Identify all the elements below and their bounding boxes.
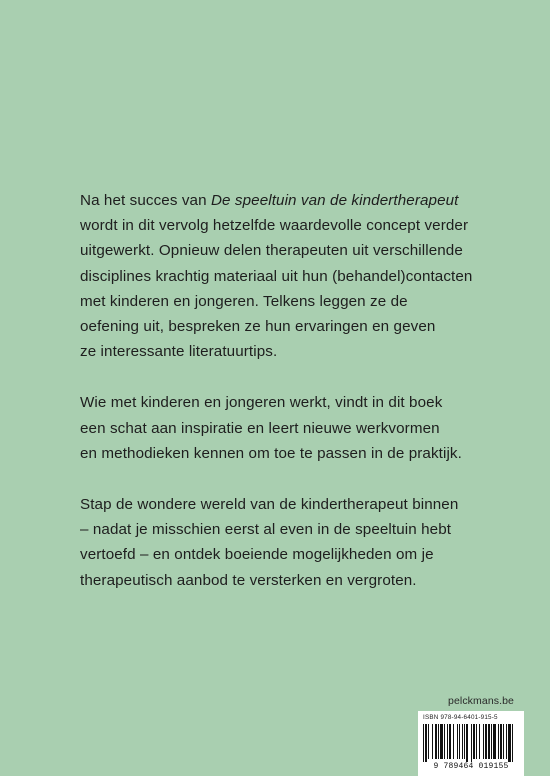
barcode-bar xyxy=(457,724,458,759)
blurb-line: een schat aan inspiratie en leert nieuwe werkvormen xyxy=(80,419,440,437)
barcode-bar xyxy=(425,724,427,762)
barcode-bar xyxy=(500,724,502,759)
blurb-line: met kinderen en jongeren. Telkens leggen ze de xyxy=(80,292,408,310)
blurb-line: vertoefd – en ontdek boeiende mogelijkheden om je xyxy=(80,546,434,564)
barcode-icon xyxy=(422,724,520,762)
barcode-bar xyxy=(512,724,513,762)
blurb-line: oefening uit, bespreken ze hun ervaringen en geven xyxy=(80,318,436,336)
barcode-bar xyxy=(491,724,492,759)
blurb-paragraph-3 xyxy=(80,492,520,593)
book-title-reference: De speeltuin van de kindertherapeut xyxy=(210,192,459,209)
blurb-line: en methodieken kennen om toe te passen in de praktijk. xyxy=(80,444,462,462)
isbn-label: ISBN 978-94-6401-915-5 xyxy=(423,714,498,721)
blurb-line: – nadat je misschien eerst al even in de speeltuin hebt xyxy=(80,521,452,539)
barcode-bar xyxy=(459,724,460,759)
barcode-bar xyxy=(479,724,480,759)
barcode-bar xyxy=(444,724,445,759)
publisher-url: pelckmans.be xyxy=(448,695,514,707)
barcode-bar xyxy=(485,724,487,759)
barcode-bar xyxy=(473,724,475,759)
blurb-paragraph-1 xyxy=(80,188,520,364)
barcode-bar xyxy=(432,724,433,759)
barcode-bar xyxy=(503,724,504,759)
barcode-bar xyxy=(428,724,429,759)
barcode-bar xyxy=(423,724,424,762)
blurb-line-prefix: Na het succes van xyxy=(80,192,211,209)
blurb-line: wordt in dit vervolg hetzelfde waardevolle concept verder xyxy=(80,217,469,235)
barcode-bar xyxy=(435,724,437,759)
barcode-bar xyxy=(462,724,463,759)
blurb-text xyxy=(80,188,520,593)
barcode-bar xyxy=(506,724,507,759)
barcode-bar xyxy=(449,724,451,759)
barcode-bar xyxy=(438,724,439,759)
blurb-line: ze interessante literatuurtips. xyxy=(80,343,278,361)
blurb-line: disciplines krachtig materiaal uit hun (behandel)contacten xyxy=(80,267,473,285)
barcode-number: 9 789464 019155 xyxy=(433,762,509,771)
barcode-bar xyxy=(440,724,443,759)
blurb-line: Stap de wondere wereld van de kindertherapeut binnen xyxy=(80,496,459,514)
blurb-line: Wie met kinderen en jongeren werkt, vindt in dit boek xyxy=(80,394,443,412)
barcode-bar xyxy=(476,724,477,759)
barcode-bar xyxy=(471,724,472,762)
barcode-bar xyxy=(466,724,468,762)
isbn-barcode-block xyxy=(418,711,524,776)
barcode-bar xyxy=(483,724,484,759)
barcode-bar xyxy=(508,724,511,762)
blurb-line: uitgewerkt. Opnieuw delen therapeuten uit verschillende xyxy=(80,242,463,260)
barcode-bar xyxy=(447,724,448,759)
barcode-bar xyxy=(498,724,499,759)
blurb-line xyxy=(80,188,520,213)
barcode-bar xyxy=(453,724,454,759)
barcode-bar xyxy=(464,724,465,759)
barcode-bar xyxy=(488,724,490,759)
barcode-bar xyxy=(493,724,496,759)
blurb-line: therapeutisch aanbod te versterken en vergroten. xyxy=(80,571,417,589)
blurb-paragraph-2 xyxy=(80,390,520,466)
